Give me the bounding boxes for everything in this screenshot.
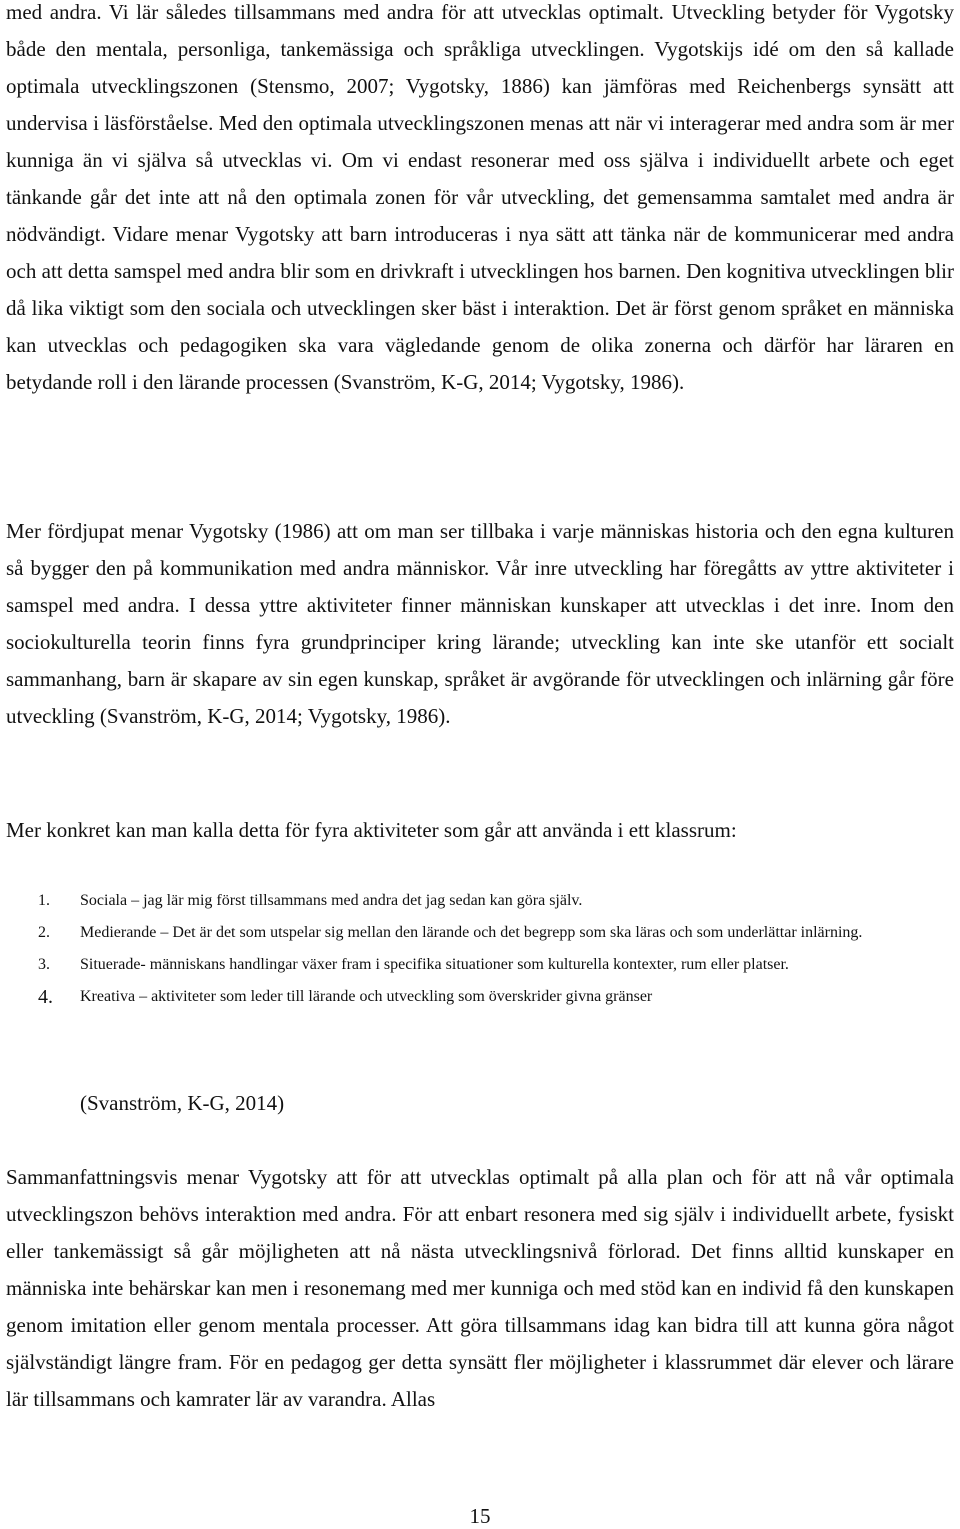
page-number: 15 xyxy=(469,1504,491,1528)
list-item-text: Kreativa – aktiviteter som leder till lärande och utveckling som överskrider givna gränser xyxy=(80,988,653,1005)
activities-list xyxy=(6,885,954,1013)
list-item-number: 3. xyxy=(38,956,50,973)
activities-citation: (Svanström, K-G, 2014) xyxy=(80,1091,285,1115)
paragraph-vygotsky-zone: med andra. Vi lär således tillsammans med andra för att utvecklas optimalt. Utveckling betyder för Vygotsky både den mentala, personliga, tankemässiga och språkliga utvecklingen. Vygotskijs idé om den så kallade optimala utvecklingszonen (Stensmo, 2007; Vygotsky, 1886) kan jämföras med Reichenbergs synsätt att undervisa i läsförståelse. Med den optimala utvecklingszonen menas att när vi interagerar med andra som är mer kunniga än vi själva så utvecklas vi. Om vi endast resonerar med oss själva i individuellt arbete och eget tänkande går det inte att nå den optimala zonen för vår utveckling, det gemensamma samtalet med andra är nödvändigt. Vidare menar Vygotsky att barn introduceras i nya sätt att tänka när de kommunicerar med andra och att detta samspel med andra blir som en drivkraft i utvecklingen hos barnen. Den kognitiva utvecklingen blir då lika viktigt som den sociala och utvecklingen sker bäst i interaktion. Det är först genom språket en människa kan utvecklas och pedagogiken ska vara vägledande genom de olika zonerna och därför har läraren en betydande roll i den lärande processen (Svanström, K-G, 2014; Vygotsky, 1986). xyxy=(6,0,954,394)
paragraph-cultural-history: Mer fördjupat menar Vygotsky (1986) att om man ser tillbaka i varje människas historia och den egna kulturen så bygger den på kommunikation med andra människor. Vår inre utveckling har föregåtts av yttre aktiviteter i samspel med andra. I dessa yttre aktiviteter finner människan kunskaper att utvecklas i det inre. Inom den sociokulturella teorin finns fyra grundprinciper kring lärande; utveckling kan inte ske utanför ett socialt sammanhang, barn är skapare av sin egen kunskap, språket är avgörande för utvecklingen och inlärning går före utveckling (Svanström, K-G, 2014; Vygotsky, 1986). xyxy=(6,519,954,728)
list-item-number: 2. xyxy=(38,924,50,941)
list-item xyxy=(6,949,880,981)
list-item-text: Situerade- människans handlingar växer fram i specifika situationer som kulturella kontexter, rum eller platser. xyxy=(80,956,789,973)
list-item xyxy=(6,885,880,917)
list-item-number: 4. xyxy=(38,986,53,1008)
list-item-text: Sociala – jag lär mig först tillsammans med andra det jag sedan kan göra själv. xyxy=(80,892,583,909)
list-item xyxy=(6,917,880,949)
paragraph-activities-intro: Mer konkret kan man kalla detta för fyra aktiviteter som går att använda i ett klassrum: xyxy=(6,818,737,842)
list-item-text: Medierande – Det är det som utspelar sig mellan den lärande och det begrepp som ska läras och som underlättar inlärning. xyxy=(80,924,863,941)
list-item xyxy=(6,981,880,1013)
list-item-number: 1. xyxy=(38,892,50,909)
paragraph-summary: Sammanfattningsvis menar Vygotsky att för att utvecklas optimalt på alla plan och för att nå vår optimala utvecklingszon behövs interaktion med andra. För att enbart resonera med sig själv i individuellt arbete, fysiskt eller tankemässigt så går möjligheten att nå nästa utvecklingsnivå förlorad. Det finns alltid kunskaper en människa inte behärskar kan men i resonemang med mer kunniga och med stöd kan en individ få den kunskapen genom imitation eller genom mentala processer. Att göra tillsammans idag kan bidra till att kunna göra något självständigt längre fram. För en pedagog ger detta synsätt fler möjligheter i klassrummet där elever och lärare lär tillsammans och kamrater lär av varandra. Allas xyxy=(6,1165,954,1411)
